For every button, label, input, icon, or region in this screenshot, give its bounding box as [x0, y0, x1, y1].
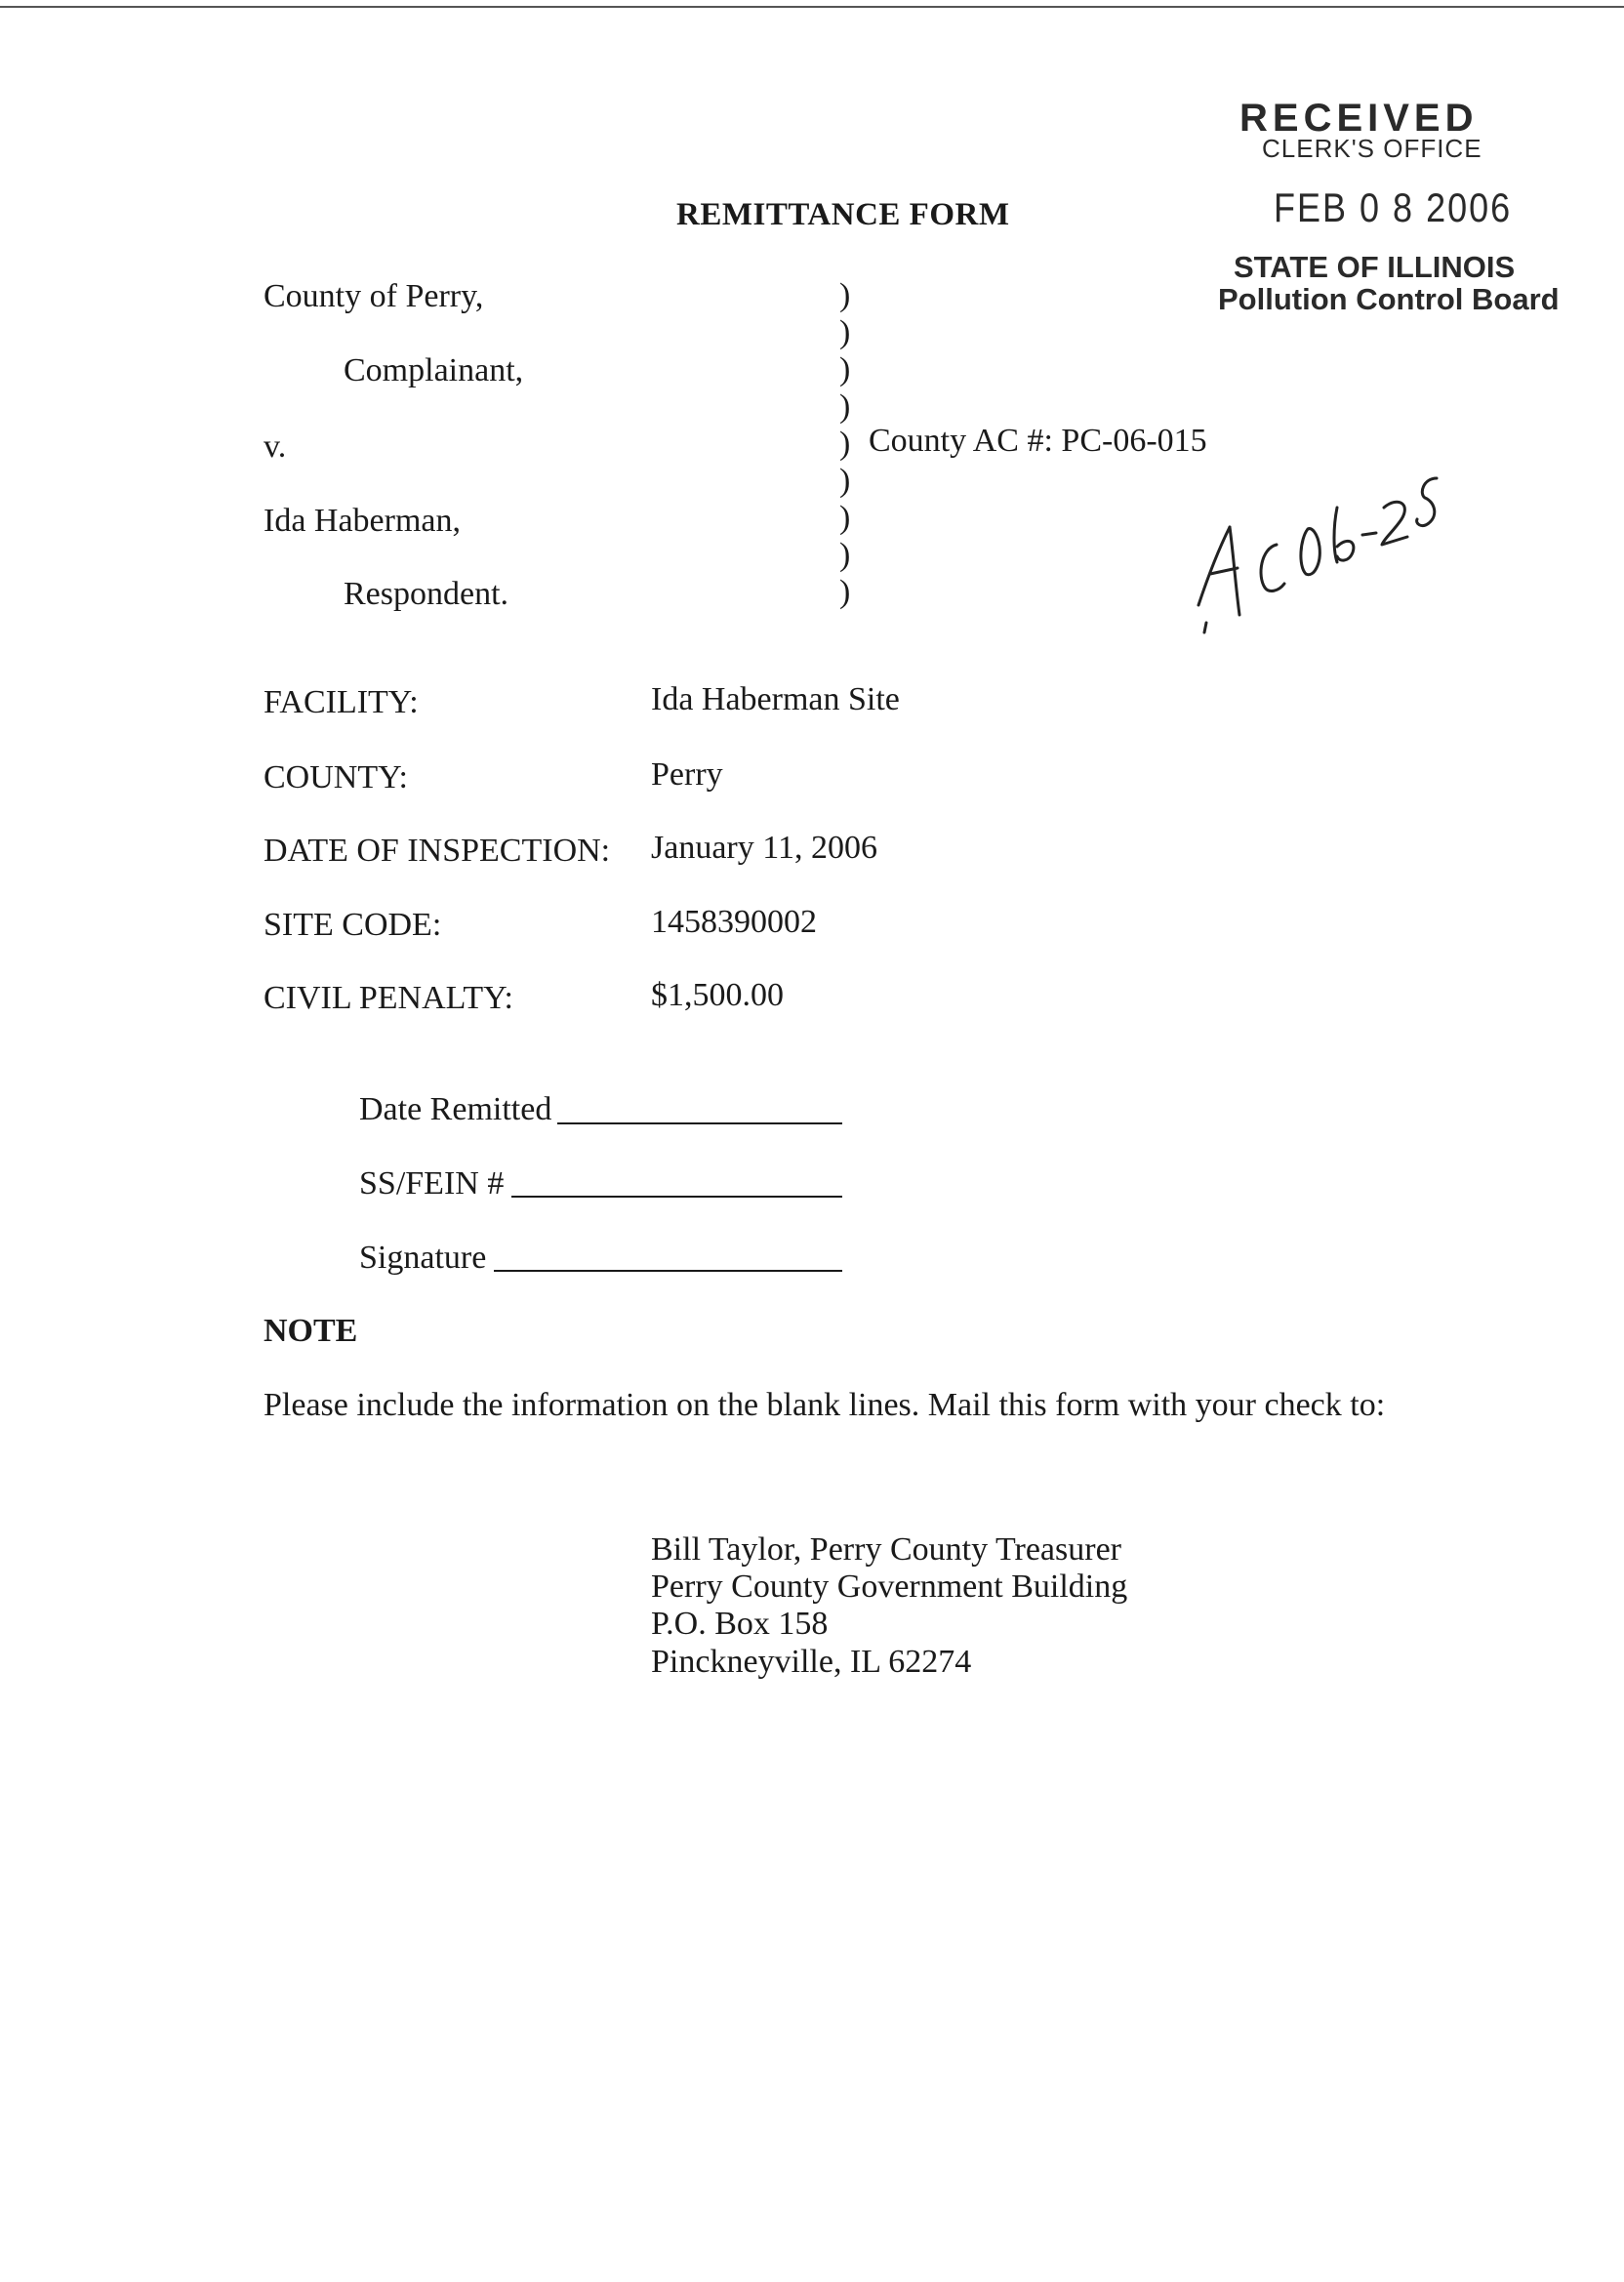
stamp-board: Pollution Control Board: [1218, 282, 1560, 316]
stamp-clerk-office: CLERK'S OFFICE: [1262, 134, 1482, 163]
caption-paren: ): [839, 463, 851, 499]
caption-paren: ): [839, 388, 851, 425]
respondent-role: Respondent.: [344, 576, 509, 612]
field-label-facility: FACILITY:: [264, 684, 419, 720]
date-remitted-line[interactable]: [557, 1122, 842, 1124]
address-line: P.O. Box 158: [651, 1606, 829, 1642]
note-text: Please include the information on the blank lines. Mail this form with your check to:: [264, 1387, 1386, 1423]
caption-paren: ): [839, 426, 851, 462]
stamp-state: STATE OF ILLINOIS: [1234, 250, 1516, 284]
field-label-site-code: SITE CODE:: [264, 907, 442, 943]
signature-line[interactable]: [494, 1270, 842, 1272]
form-title: REMITTANCE FORM: [676, 197, 1010, 232]
field-label-inspection-date: DATE OF INSPECTION:: [264, 833, 611, 869]
case-number: County AC #: PC-06-015: [869, 423, 1207, 459]
stamp-received: RECEIVED: [1239, 97, 1479, 140]
caption-paren: ): [839, 351, 851, 387]
caption-paren: ): [839, 314, 851, 350]
complainant-name: County of Perry,: [264, 278, 484, 314]
address-line: Pinckneyville, IL 62274: [651, 1644, 972, 1680]
field-value-site-code: 1458390002: [651, 904, 817, 940]
handwritten-case-number: [1191, 469, 1444, 634]
field-value-inspection-date: January 11, 2006: [651, 830, 877, 866]
caption-paren: ): [839, 537, 851, 573]
ssfein-line[interactable]: [511, 1196, 842, 1198]
stamp-date: FEB 0 8 2006: [1274, 183, 1513, 230]
field-label-county: COUNTY:: [264, 759, 408, 795]
signature-label: Signature: [359, 1240, 487, 1276]
complainant-role: Complainant,: [344, 352, 524, 388]
respondent-name: Ida Haberman,: [264, 503, 462, 539]
field-value-civil-penalty: $1,500.00: [651, 977, 784, 1013]
scan-top-edge: [0, 6, 1624, 8]
date-remitted-label: Date Remitted: [359, 1091, 552, 1127]
note-heading: NOTE: [264, 1313, 358, 1349]
field-value-facility: Ida Haberman Site: [651, 681, 900, 717]
address-line: Perry County Government Building: [651, 1569, 1128, 1605]
address-line: Bill Taylor, Perry County Treasurer: [651, 1531, 1121, 1568]
field-label-civil-penalty: CIVIL PENALTY:: [264, 980, 513, 1016]
caption-paren: ): [839, 277, 851, 313]
ssfein-label: SS/FEIN #: [359, 1165, 505, 1202]
caption-paren: ): [839, 500, 851, 536]
versus: v.: [264, 428, 287, 465]
field-value-county: Perry: [651, 756, 723, 793]
caption-paren: ): [839, 574, 851, 610]
